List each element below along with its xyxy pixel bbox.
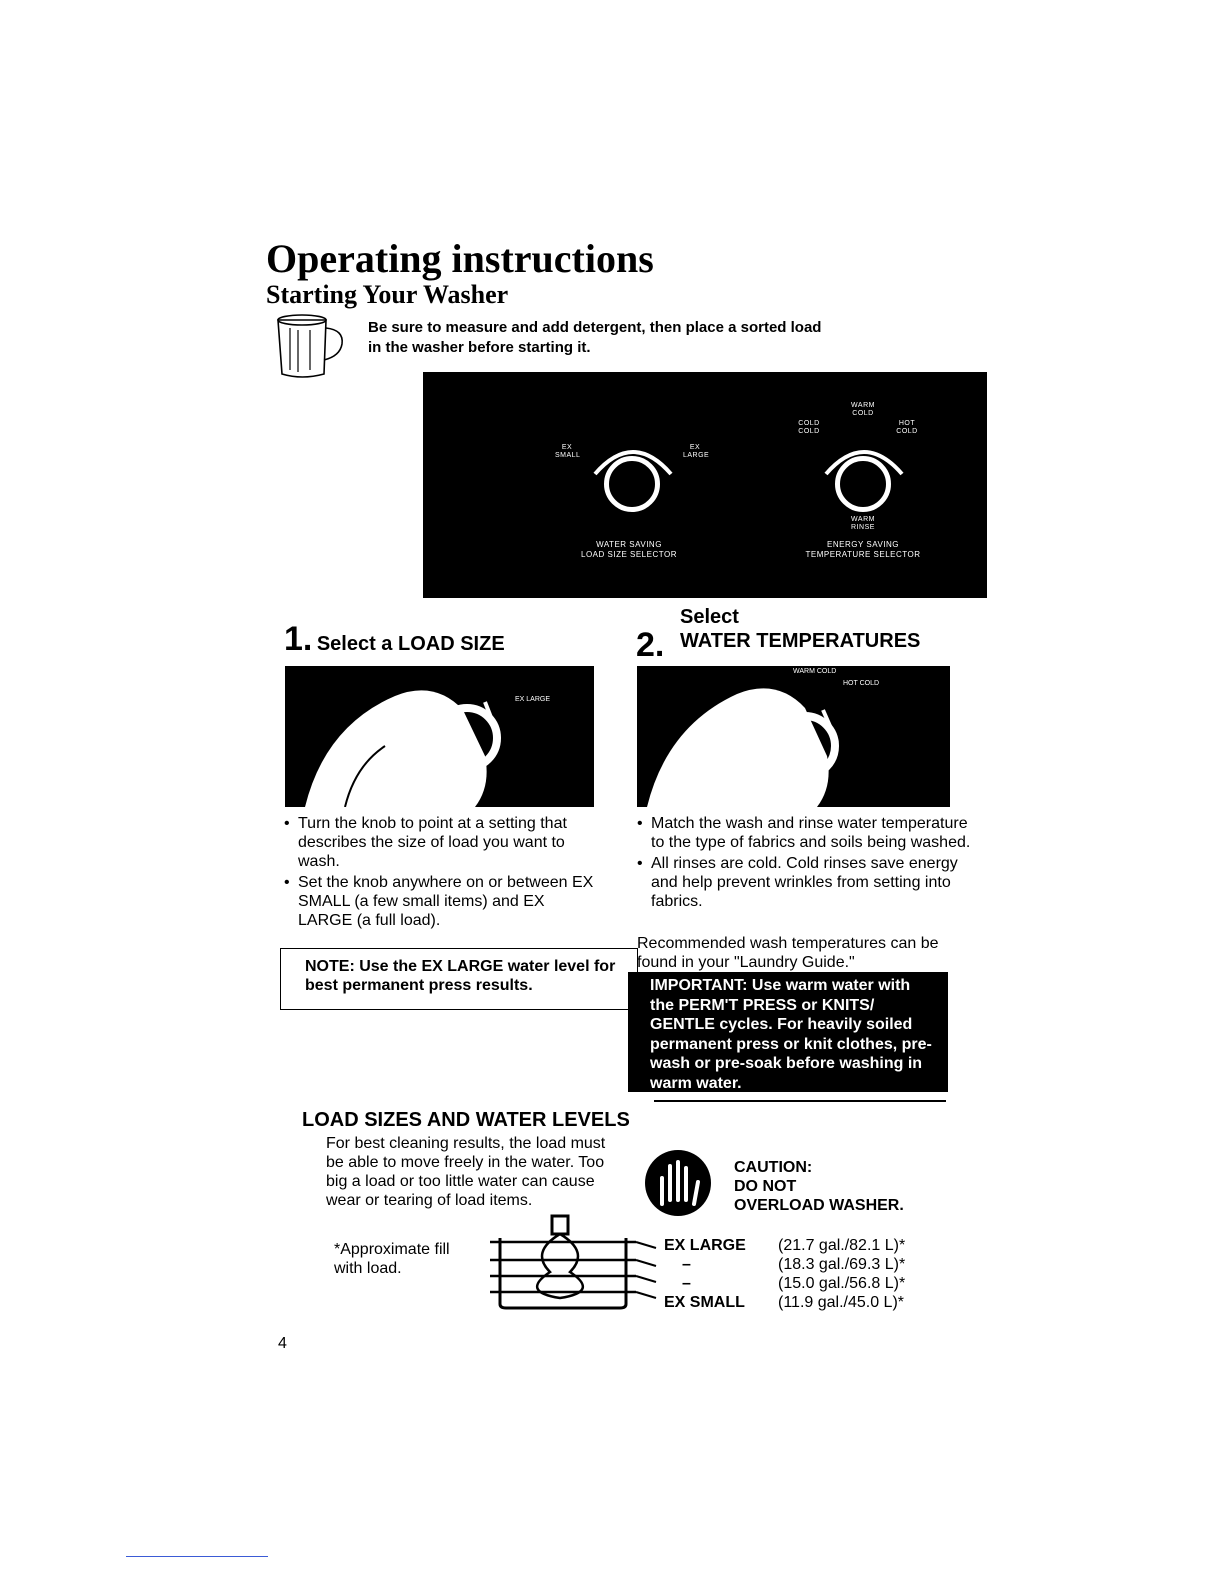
- control-panel-illustration: [423, 372, 987, 598]
- level-label: EX LARGE: [664, 1237, 746, 1254]
- load-knob-caption-line1: WATER SAVING: [596, 540, 662, 549]
- temp-knob-caption: [763, 540, 963, 560]
- page-number: 4: [278, 1335, 287, 1352]
- load-sizes-heading: LOAD SIZES AND WATER LEVELS: [302, 1109, 630, 1131]
- hand-turning-knob-illustration: [285, 666, 594, 807]
- caution-text: [734, 1158, 904, 1215]
- hand-turning-knob-illustration: [637, 666, 950, 807]
- step2-title-line1: Select: [680, 606, 739, 628]
- page-subtitle: Starting Your Washer: [266, 280, 509, 309]
- caution-line: OVERLOAD WASHER.: [734, 1197, 904, 1214]
- measuring-cup-icon: [268, 312, 352, 382]
- water-level-labels: [664, 1236, 764, 1312]
- note-box: NOTE: Use the EX LARGE water level for best permanent press results.: [280, 948, 638, 1010]
- temp-knob-arc: [814, 438, 914, 478]
- footer-rule: [126, 1556, 268, 1557]
- page-title: Operating instructions: [266, 236, 654, 281]
- important-box: IMPORTANT: Use warm water with the PERM'T PRESS or KNITS/ GENTLE cycles. For heavily soiled permanent press or knit clothes, pre-wash or pre-soak before washing in warm water.: [628, 972, 948, 1092]
- level-volume: (11.9 gal./45.0 L)*: [778, 1294, 905, 1311]
- step1-dot: .: [302, 620, 313, 658]
- load-knob-right-label: EX LARGE: [683, 444, 710, 459]
- step2-bullets: [637, 814, 982, 913]
- temp-knob-left-label: COLD COLD: [798, 420, 820, 435]
- load-knob-arc: [583, 438, 683, 478]
- load-knob-caption-line2: LOAD SIZE SELECTOR: [581, 550, 677, 559]
- water-level-volumes: [778, 1236, 948, 1312]
- level-volume: (15.0 gal./56.8 L)*: [778, 1275, 906, 1292]
- load-sizes-paragraph: For best cleaning results, the load must be able to move freely in the water. Too big a load or too little water can cause wear or tearing of load items.: [326, 1135, 606, 1209]
- step1-title: Select a LOAD SIZE: [316, 633, 505, 655]
- step2-number: 2: [636, 626, 655, 664]
- step2-bullet: • Match the wash and rinse water temperature to the type of fabrics and soils being washed.: [637, 814, 982, 852]
- temperature-knob-photo: [637, 666, 950, 807]
- level-label: EX SMALL: [664, 1294, 745, 1311]
- level-volume: (18.3 gal./69.3 L)*: [778, 1256, 906, 1273]
- intro-text: Be sure to measure and add detergent, then place a sorted load in the washer before starting it.: [368, 319, 822, 356]
- step2-bullet: • All rinses are cold. Cold rinses save energy and help prevent wrinkles from setting into fabrics.: [637, 854, 982, 911]
- photo2-label-top: WARM COLD: [793, 668, 837, 675]
- caution-line: CAUTION:: [734, 1159, 813, 1176]
- step1-bullet: • Turn the knob to point at a setting that describes the size of load you want to wash.: [284, 814, 594, 871]
- step1-heading: [284, 622, 505, 656]
- recommended-text: Recommended wash temperatures can be found in your "Laundry Guide.": [637, 935, 939, 971]
- load-knob-left-label: EX SMALL: [555, 444, 581, 459]
- temp-knob-caption-line1: ENERGY SAVING: [827, 540, 899, 549]
- temp-knob-bottom-label: WARM RINSE: [851, 516, 875, 531]
- level-label: –: [682, 1256, 691, 1273]
- load-knob-caption: [529, 540, 729, 560]
- photo2-label-right: HOT COLD: [843, 680, 880, 687]
- washer-tub-diagram: [480, 1212, 660, 1312]
- photo1-label: EX LARGE: [515, 696, 551, 703]
- step1-number: 1: [284, 620, 303, 658]
- section-rule: [654, 1100, 946, 1102]
- approximate-footnote: *Approximate fill with load.: [334, 1241, 450, 1277]
- step1-bullet: • Set the knob anywhere on or between EX SMALL (a few small items) and EX LARGE (a full load).: [284, 873, 594, 930]
- step2-dot: .: [654, 626, 665, 664]
- caution-hand-icon: [640, 1148, 718, 1218]
- temp-knob-right-label: HOT COLD: [896, 420, 918, 435]
- temp-knob-caption-line2: TEMPERATURE SELECTOR: [805, 550, 921, 559]
- load-size-knob-photo: [285, 666, 594, 807]
- caution-line: DO NOT: [734, 1178, 797, 1195]
- temp-knob-top-label: WARM COLD: [851, 402, 875, 417]
- step1-bullets: [284, 814, 594, 932]
- level-volume: (21.7 gal./82.1 L)*: [778, 1237, 906, 1254]
- step2-title-line2: WATER TEMPERATURES: [680, 630, 921, 652]
- level-label: –: [682, 1275, 691, 1292]
